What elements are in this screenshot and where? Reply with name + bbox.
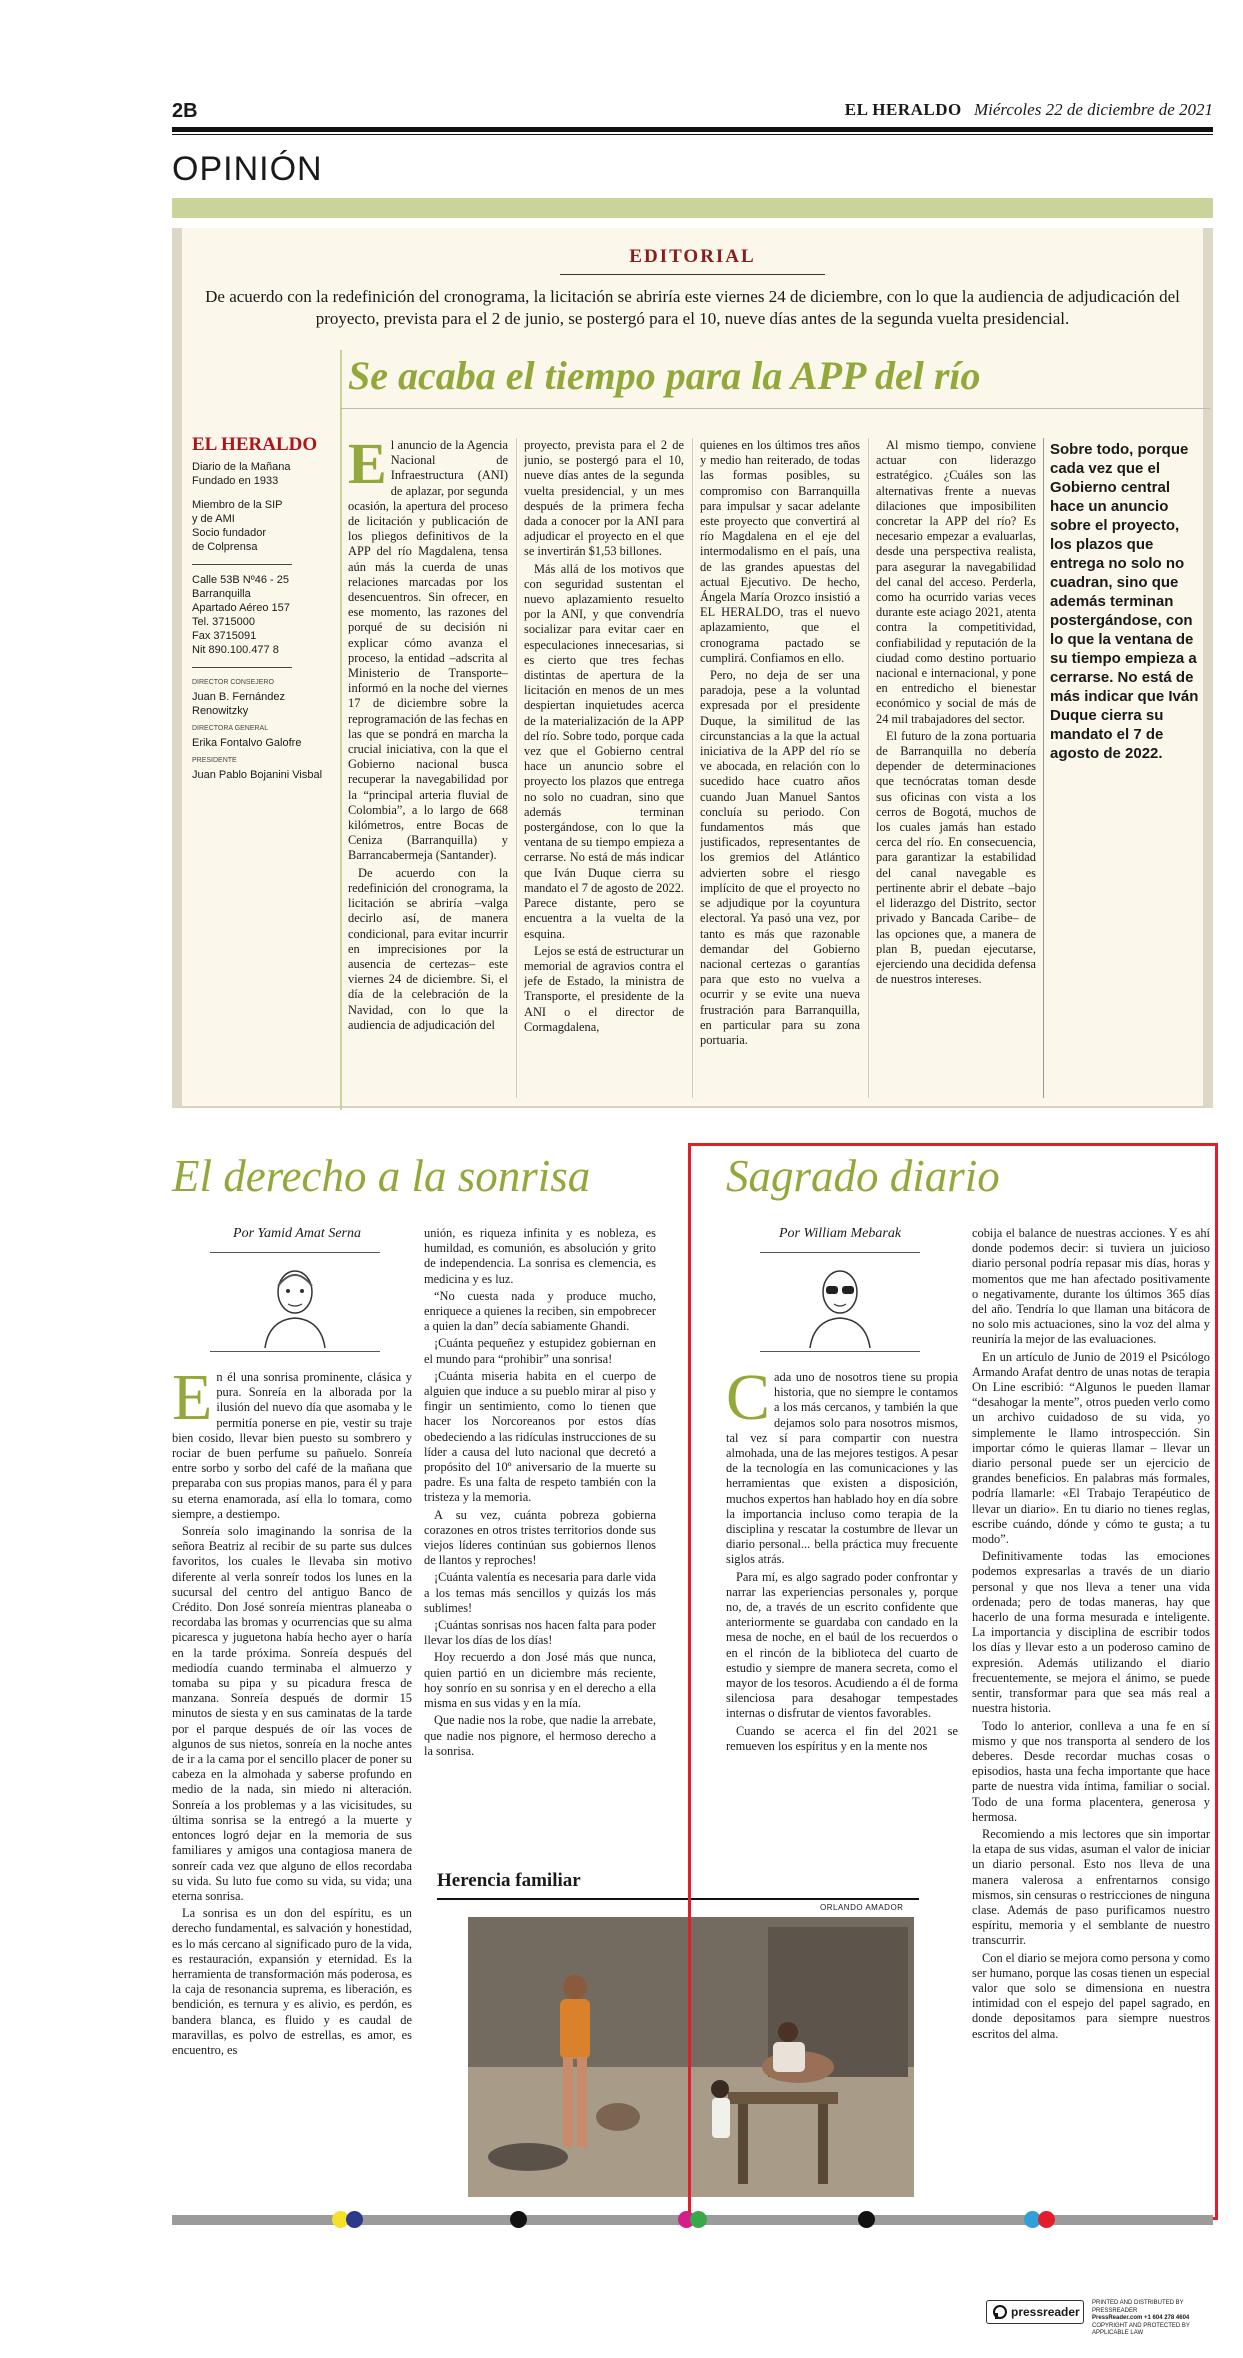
sagrado-dropcap: C	[726, 1370, 771, 1434]
sonrisa-byline: Por Yamid Amat Serna	[233, 1226, 361, 1241]
registration-dot	[858, 2211, 875, 2228]
editorial-column-4	[876, 438, 1036, 1098]
paragraph: En un artículo de Junio de 2019 el Psicólogo Armando Arafat dentro de unas notas de terapia On Line escribió: “Algunos le pueden llamar “desahogar la mente”, otros pueden verlo como un archivo cuidadoso de su vida, yo simplemente le llamo introspección. Sin importar cómo le quieras llamar – llevar un diario personal puede ser un ejercicio de grandes beneficios. En palabras más formales, podría llamarle: «El Trabajo Terapéutico de llevar un diario». En tu diario no tienes reglas, escribe cuándo, dónde y cómo te gusta; a tu modo”.	[972, 1349, 1210, 1547]
paragraph: Definitivamente todas las emociones podemos expresarlas a través de un diario personal y que nos lleva a tener una vida ordenada; pero de todas maneras, hay que hacerlo de una forma mesurada e inteligente. La importancia y disciplina de escribir todos los días y llevar esto a un poderoso camino de expresión. Además utilizando el diario frecuentemente, se mejora el ánimo, se puede sentir, transformar para que sea más real a nuestra historia.	[972, 1549, 1210, 1716]
staff-separator	[192, 564, 292, 565]
section-band	[172, 198, 1213, 218]
fine-print-line: COPYRIGHT AND PROTECTED BY APPLICABLE LAW	[1092, 2322, 1190, 2336]
editorial-kicker: EDITORIAL	[629, 246, 756, 267]
pressreader-fine-print	[1092, 2300, 1214, 2338]
sonrisa-column-1	[172, 1370, 412, 2210]
staff-box	[192, 434, 332, 782]
staff-line: Diario de la Mañana	[192, 461, 291, 473]
staff-line: Tel. 3715000	[192, 616, 255, 628]
staff-line: Fax 3715091	[192, 630, 257, 642]
paragraph: n él una sonrisa prominente, clásica y pura. Sonreía en la alborada por la ilusión del nuevo día que asomaba y le permitía ponerse en pie, vestir su traje bien cosido, llevar bien puesto su sombrero y rociar de buen perfume su pañuelo. Sonreía entre sorbo y sorbo del café de la mañana que preparaba con sus propias manos, para él y para su eterna enamorada, así ella lo tomara, como siempre, a destiempo.	[172, 1370, 412, 1521]
sonrisa-dropcap: E	[172, 1370, 213, 1434]
photo-credit: ORLANDO AMADOR	[820, 1903, 904, 1912]
staff-member	[192, 498, 332, 554]
page-number: 2B	[172, 100, 198, 122]
paragraph: Al mismo tiempo, conviene actuar con liderazgo estratégico. ¿Cuáles son las alternativas frente a nuevas dilaciones que imposibiliten concretar la APP del río? Es necesario empezar a evaluarlas, desde una perspectiva realista, para asegurar la navegabilidad del canal del acceso. Perderla, como ha ocurrido varias veces durante este aciago 2021, atenta contra la competitividad, confiabilidad y reputación de la ciudad como destino portuario nacional e internacional, y pone en entredicho el bienestar económico y social de más de 24 mil trabajadores del sector.	[876, 438, 1036, 726]
editorial-divider	[340, 350, 342, 1110]
staff-name: Erika Fontalvo Galofre	[192, 737, 302, 749]
paragraph: ¡Cuánta miseria habita en el cuerpo de alguien que induce a su pueblo mirar al piso y fingir un sentimiento, como lo tienen que hacer los Norcoreanos por estos días obedeciendo a las ridículas instrucciones de su líder a causa del luto nacional que decretó a propósito del 10º aniversario de la muerte su padre. Es una falta de respeto también con la tristeza y la memoria.	[424, 1368, 656, 1505]
column-rule	[868, 438, 869, 1098]
paragraph: Todo lo anterior, conlleva a una fe en sí mismo y que nos transporta al sendero de los deberes. Desde recordar muchas cosas o episodios, hasta una fecha importante que hace parte de nuestra vida íntima, familiar o social. Todo de una forma placentera, generosa y hermosa.	[972, 1718, 1210, 1824]
column-rule	[692, 438, 693, 1098]
paragraph: proyecto, prevista para el 2 de junio, se postergó para el 10, nueve días antes de la segunda vuelta presidencial, y un mes después de la primera fecha dada a conocer por la ANI para adjudicar el proyecto en el que se invertirán $1,53 billones.	[524, 438, 684, 559]
staff-address	[192, 573, 332, 657]
paragraph: ¡Cuánta valentía es necesaria para darle vida a los temas más sencillos y quizás los más sublimes!	[424, 1570, 656, 1615]
editorial-lede: De acuerdo con la redefinición del cronograma, la licitación se abriría este viernes 24 de diciembre, con lo que la audiencia de adjudicación del proyecto, prevista para el 2 de junio, se postergó para el 10, nueve días antes de la segunda vuelta presidencial.	[205, 287, 1180, 328]
paragraph: Hoy recuerdo a don José más que nunca, quien partió en un diciembre más reciente, hoy sonrío en su sonrisa y en el derecho a ella misma en sus vidas y en la mía.	[424, 1650, 656, 1711]
paragraph: A su vez, cuánta pobreza gobierna corazones en otros tristes territorios donde sus viejos líderes continúan sus gobiernos llenos de llantos y reproches!	[424, 1507, 656, 1568]
sagrado-byline: Por William Mebarak	[778, 1226, 902, 1241]
paragraph: Cuando se acerca el fin del 2021 se remueven los espíritus y en la mente nos	[726, 1723, 958, 1753]
staff-line: Calle 53B Nº46 - 25	[192, 574, 289, 586]
paragraph: De acuerdo con la redefinición del cronograma, la licitación se abriría –valga decirlo así, de manera condicional, para evitar incurrir en imprecisiones por la ausencia de certezas– este viernes 24 de diciembre. Si, el día de la celebración de la Navidad, con lo que la audiencia de adjudicación del	[348, 865, 508, 1032]
pressreader-icon	[993, 2305, 1007, 2319]
registration-dot	[1038, 2211, 1055, 2228]
pull-quote: Sobre todo, porque cada vez que el Gobierno central hace un anuncio sobre el proyecto, los plazos que entrega no solo no cuadran, sino que además terminan postergándose, con lo que la ventana de su tiempo empieza a cerrarse. No está de más indicar que Iván Duque cierra su mandato el 7 de agosto de 2022.	[1050, 441, 1199, 762]
paragraph: El futuro de la zona portuaria de Barranquilla no debería depender de determinaciones que tecnócratas toman desde sus oficinas con vista a los cerros de Bogotá, muchos de los cuales jamás han estado cerca del río. En consecuencia, para garantizar la estabilidad del canal navegable es pertinente abrir el debate –bajo el liderazgo del Distrito, sector privado y Bancada Caribe– de las opciones que, a manera de plan B, puedan ejecutarse, ejerciendo una decidida defensa de nuestros intereses.	[876, 728, 1036, 987]
sonrisa-headline: El derecho a la sonrisa	[172, 1151, 591, 1201]
paragraph: Que nadie nos la robe, que nadie la arrebate, que nadie nos pignore, el hermoso derecho a la sonrisa.	[424, 1713, 656, 1758]
editorial-headline: Se acaba el tiempo para la APP del río	[348, 353, 981, 398]
paragraph: quienes en los últimos tres años y medio han reiterado, de todas las formas posibles, su compromiso con Barranquilla para impulsar y sacar adelante este proyecto que convertirá al río Magdalena en el eje del intermodalismo en el país, una de las grandes apuestas del actual Ejecutivo. De hecho, Ángela María Orozco insistió a EL HERALDO, tras el nuevo aplazamiento, que el cronograma pactado se cumplirá. Confiamos en ello.	[700, 438, 860, 665]
editorial-column-3	[700, 438, 860, 1098]
registration-dot	[690, 2211, 707, 2228]
staff-line: y de AMI	[192, 513, 235, 525]
registration-bar	[172, 2215, 1213, 2225]
column-rule	[516, 438, 517, 1098]
paragraph: Para mí, es algo sagrado poder confrontar y narrar las experiencias personales y, porque no, de, a través de un escrito confidente que anteriormente se guardaba con candado en la mesa de noche, en el baúl de los recuerdos o en el rincón de la biblioteca del cuarto de estudio y siempre de manera secreta, como el mayor de los tesoros. Acudiendo a él de forma silenciosa para desahogar tempestades internas o disfrutar de vientos favorables.	[726, 1569, 958, 1721]
paragraph: Sonreía solo imaginando la sonrisa de la señora Beatriz al recibir de su parte sus dulces favoritos, los cuales le llevaba sin motivo diferente al verla sonreír todos los lunes en la sucursal del centro del antiguo Banco de Crédito. Don José sonreía mientras planeaba o recordaba las bromas y ocurrencias que su alma picaresca y juguetona había hecho ayer o haría en la tarde próxima. Sonreía después del mediodía cuando terminaba el almuerzo y tomaba su pipa y su picadura fresca de manzana. Sonreía después de dormir 15 minutos de siesta y en sus caminatas de la tarde por el parque después de oír las voces de algunos de sus nietos, sonreía en la noche antes de ir a la cama por el sencillo placer de poner su cabeza en la almohada y saberse profundo en medio de la nada, sin miedo ni alteración. Sonreía a los problemas y a las vicisitudes, su última sonrisa se la entregó a la muerte y entonces logró dejar en la memoria de sus familiares y amigos una contagiosa manera de sonreír cada vez que alguno de ellos recordaba su vida. Su luto fue como su vida, su vida; una eterna sonrisa.	[172, 1524, 412, 1903]
paragraph: Recomiendo a mis lectores que sin importar la etapa de sus vidas, asuman el valor de iniciar un diario personal. Esto nos lleva de una manera valerosa a enfrentarnos consigo mismos, sin censuras o restricciones de ninguna clase. Además de paso purificamos nuestro espíritu, memoria y el semblante de nuestro transcurrir.	[972, 1826, 1210, 1948]
paragraph: Más allá de los motivos que con seguridad sustentan el nuevo aplazamiento resuelto por la ANI, y que convendría socializar para evitar caer en especulaciones innecesarias, si es cierto que tres fechas distintas de apertura de la licitación en menos de un mes despiertan inquietudes acerca de la materialización de la APP del río. Sobre todo, porque cada vez que el Gobierno central hace un anuncio sobre el proyecto los plazos que entrega no solo no cuadran, sino que además terminan postergándose, con lo que la ventana de su tiempo empieza a cerrarse. No está de más indicar que Iván Duque cierra su mandato el 7 de agosto de 2022. Parece distante, pero se encuentra a la vuelta de la esquina.	[524, 561, 684, 941]
staff-name: Juan B. Fernández Renowitzky	[192, 691, 285, 717]
kicker-rule	[560, 274, 825, 275]
paragraph: ¡Cuánta pequeñez y estupidez gobiernan en el mundo para “prohibir” una sonrisa!	[424, 1336, 656, 1366]
paragraph: ¡Cuántas sonrisas nos hacen falta para poder llevar los días de los días!	[424, 1618, 656, 1648]
staff-line: Barranquilla	[192, 588, 251, 600]
staff-line: Socio fundador	[192, 527, 266, 539]
paragraph: La sonrisa es un don del espíritu, es un derecho fundamental, es salvación y honestidad, es lo más cercano al significado puro de la vida, es restauración, expansión y eternidad. Es la herramienta de transformación más poderosa, es la caja de resonancia suprema, es liberación, es bendición, es ternura y es alivio, es perdón, es bandera blanca, es fluido y es caudal de maravillas, es polvo de estrellas, es amor, es encuentro, es	[172, 1906, 412, 2057]
sagrado-headline: Sagrado diario	[726, 1151, 1000, 1201]
portrait-drawing	[255, 1256, 335, 1348]
paragraph: “No cuesta nada y produce mucho, enriquece a quienes la reciben, sin empobrecer a quien la dan” decía sabiamente Ghandi.	[424, 1288, 656, 1334]
photo-section-title: Herencia familiar	[437, 1870, 581, 1891]
paragraph: ada uno de nosotros tiene su propia historia, que no siempre le contamos a los más cercanos, y también la que dejamos solo para nosotros mismos, tal vez sí para compartir con nuestra almohada, una de las mejores testigos. A pesar de la tecnología en las comunicaciones y las herramientas que existen a disposición, muchos expertos han hablado hoy en día sobre la importancia incluso como terapia de la disciplina y rescatar la costumbre de llevar un diario personal... bella práctica muy frecuente siglos atrás.	[726, 1370, 958, 1567]
paragraph: cobija el balance de nuestras acciones. Y es ahí donde podemos decir: si tuviera un juicioso diario personal podría repasar mis días, horas y momentos que me han afectado positivamente o negativamente, durante los últimos 365 días del año. Tendría lo que llaman una bitácora de no solo mis actuaciones, sino la voz del alma y reuniría la mejor de las evaluaciones.	[972, 1226, 1210, 1347]
editorial-column-1	[348, 438, 508, 1098]
registration-dot	[510, 2211, 527, 2228]
staff-brand: EL HERALDO	[192, 434, 318, 455]
column-rule	[1043, 438, 1044, 1098]
headline-rule	[340, 408, 1210, 409]
registration-dot	[346, 2211, 363, 2228]
pressreader-brand: pressreader	[1011, 2305, 1080, 2319]
staff-line: Miembro de la SIP	[192, 499, 283, 511]
paragraph: Lejos se está de estructurar un memorial de agravios contra el jefe de Estado, la ministra de Transporte, el presidente de la ANI o el director de Cormagdalena,	[524, 943, 684, 1034]
staff-role: PRESIDENTE	[192, 757, 237, 764]
pressreader-logo[interactable]	[986, 2300, 1084, 2324]
staff-line: Nit 890.100.477 8	[192, 644, 279, 656]
highlight-frame	[688, 1143, 1218, 2220]
masthead-paper: EL HERALDO	[844, 100, 962, 119]
paragraph: unión, es riqueza infinita y es nobleza, es humildad, es comunión, es absolución y grito de independencia. La sonrisa es clemencia, es medicina y es luz.	[424, 1226, 656, 1286]
paragraph: l anuncio de la Agencia Nacional de Infraestructura (ANI) de aplazar, por segunda ocasión, la apertura del proceso de licitación y publicación de los pliegos definitivos de la APP del río Magdalena, tensa aún más la cuerda de unas relaciones marcadas por los desencuentros. Sin ofrecer, en ese momento, las razones del porqué de su decisión ni explicar cómo avanza el proceso, la entidad –adscrita al Ministerio de Transporte– informó en la noche del viernes 17 de diciembre sobre la reprogramación de las fechas en las que se pondrá en marcha la crucial iniciativa, con la que el Gobierno nacional busca recuperar la navegabilidad por la “principal arteria fluvial de Colombia”, a lo largo de 668 kilómetros, entre Bocas de Ceniza (Barranquilla) y Barrancabermeja (Santander).	[348, 438, 508, 863]
sonrisa-column-2	[424, 1226, 656, 1856]
staff-separator	[192, 667, 292, 668]
editorial-column-2	[524, 438, 684, 1098]
section-title: OPINIÓN	[172, 150, 323, 188]
fine-print-line: PRINTED AND DISTRIBUTED BY PRESSREADER	[1092, 2300, 1184, 2314]
staff-line: de Colprensa	[192, 541, 258, 553]
fine-print-line: PressReader.com +1 604 278 4604	[1092, 2315, 1190, 2321]
staff-line: Fundado en 1933	[192, 475, 279, 487]
staff-founded	[192, 460, 332, 488]
header-rule	[172, 127, 1213, 132]
staff-role: DIRECTORA GENERAL	[192, 725, 269, 732]
header-rule-thin	[172, 134, 1213, 135]
paragraph: Pero, no deja de ser una paradoja, pese a la voluntad expresada por el presidente Duque, la similitud de las circunstancias a la que la actual iniciativa de la APP del río se ve abocada, en relación con lo sucedido hace cuatro años cuando Juan Manuel Santos concluía su periodo. Con fundamentos más que justificados, representantes de los gremios del Atlántico advierten sobre el riesgo implícito de que el proyecto no se adjudique por la coyuntura electoral. Ya pasó una vez, por tanto es más que razonable demandar del Gobierno nacional certezas o garantías para que esto no vuelva a ocurrir y se evite una nueva frustración para Barranquilla, en particular para su zona portuaria.	[700, 668, 860, 1047]
paragraph: Con el diario se mejora como persona y como ser humano, porque las cosas tienen un especial valor que solo se dimensiona en nuestra intimidad con el espejo del papel sagrado, en donde depositamos para siempre nuestros escritos del alma.	[972, 1950, 1210, 2041]
staff-line: Apartado Aéreo 157	[192, 602, 290, 614]
staff-name: Juan Pablo Bojanini Visbal	[192, 769, 323, 781]
editorial-dropcap: E	[348, 438, 387, 496]
staff-role: DIRECTOR CONSEJERO	[192, 679, 274, 686]
masthead	[845, 100, 1213, 120]
author-portrait	[210, 1252, 380, 1352]
masthead-date: Miércoles 22 de diciembre de 2021	[973, 100, 1213, 119]
